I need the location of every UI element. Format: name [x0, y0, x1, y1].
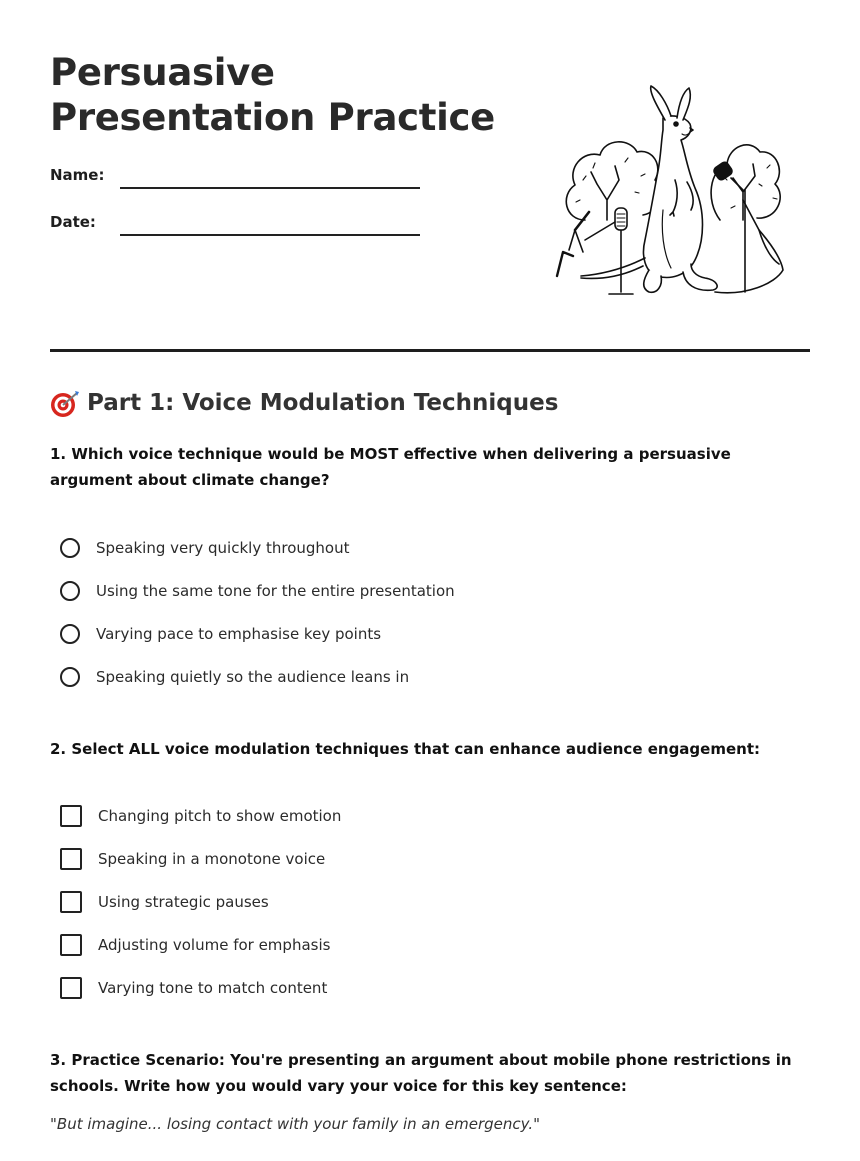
kangaroo-illustration — [545, 80, 790, 305]
q2-option[interactable] — [60, 803, 341, 829]
checkbox[interactable] — [60, 977, 82, 999]
q2-option[interactable] — [60, 975, 327, 1001]
option-label: Changing pitch to show emotion — [98, 807, 342, 825]
name-label: Name: — [50, 166, 105, 184]
option-label: Varying pace to emphasise key points — [96, 625, 382, 643]
name-field[interactable] — [120, 187, 420, 189]
q1-option[interactable] — [60, 664, 409, 690]
practice-quote: "But imagine... losing contact with your family in an emergency." — [50, 1115, 541, 1133]
q1-option[interactable] — [60, 621, 381, 647]
question-1-text: 1. Which voice technique would be MOST effective when delivering a persuasive argument about climate change? — [50, 445, 731, 489]
q2-option[interactable] — [60, 846, 325, 872]
question-3-text: 3. Practice Scenario: You're presenting an argument about mobile phone restrictions in schools. Write how you would vary your voice for this key sentence: — [50, 1051, 792, 1095]
checkbox[interactable] — [60, 934, 82, 956]
q1-option[interactable] — [60, 535, 349, 561]
option-label: Speaking quietly so the audience leans in — [96, 668, 410, 686]
q1-option[interactable] — [60, 578, 455, 604]
checkbox[interactable] — [60, 848, 82, 870]
radio-button[interactable] — [60, 581, 80, 601]
q2-option[interactable] — [60, 932, 330, 958]
option-label: Varying tone to match content — [98, 979, 328, 997]
section-title: Part 1: Voice Modulation Techniques — [87, 390, 559, 416]
option-label: Speaking very quickly throughout — [96, 539, 350, 557]
checkbox[interactable] — [60, 891, 82, 913]
question-2-text: 2. Select ALL voice modulation techniques that can enhance audience engagement: — [50, 740, 760, 758]
radio-button[interactable] — [60, 538, 80, 558]
option-label: Using strategic pauses — [98, 893, 269, 911]
date-field[interactable] — [120, 234, 420, 236]
section-divider — [50, 349, 810, 352]
option-label: Using the same tone for the entire presentation — [96, 582, 455, 600]
radio-button[interactable] — [60, 624, 80, 644]
option-label: Adjusting volume for emphasis — [98, 936, 331, 954]
option-label: Speaking in a monotone voice — [98, 850, 326, 868]
date-label: Date: — [50, 213, 96, 231]
page-title: Persuasive Presentation Practice — [50, 51, 495, 139]
radio-button[interactable] — [60, 667, 80, 687]
target-icon — [50, 388, 80, 418]
section-heading — [50, 388, 558, 418]
checkbox[interactable] — [60, 805, 82, 827]
q2-option[interactable] — [60, 889, 269, 915]
